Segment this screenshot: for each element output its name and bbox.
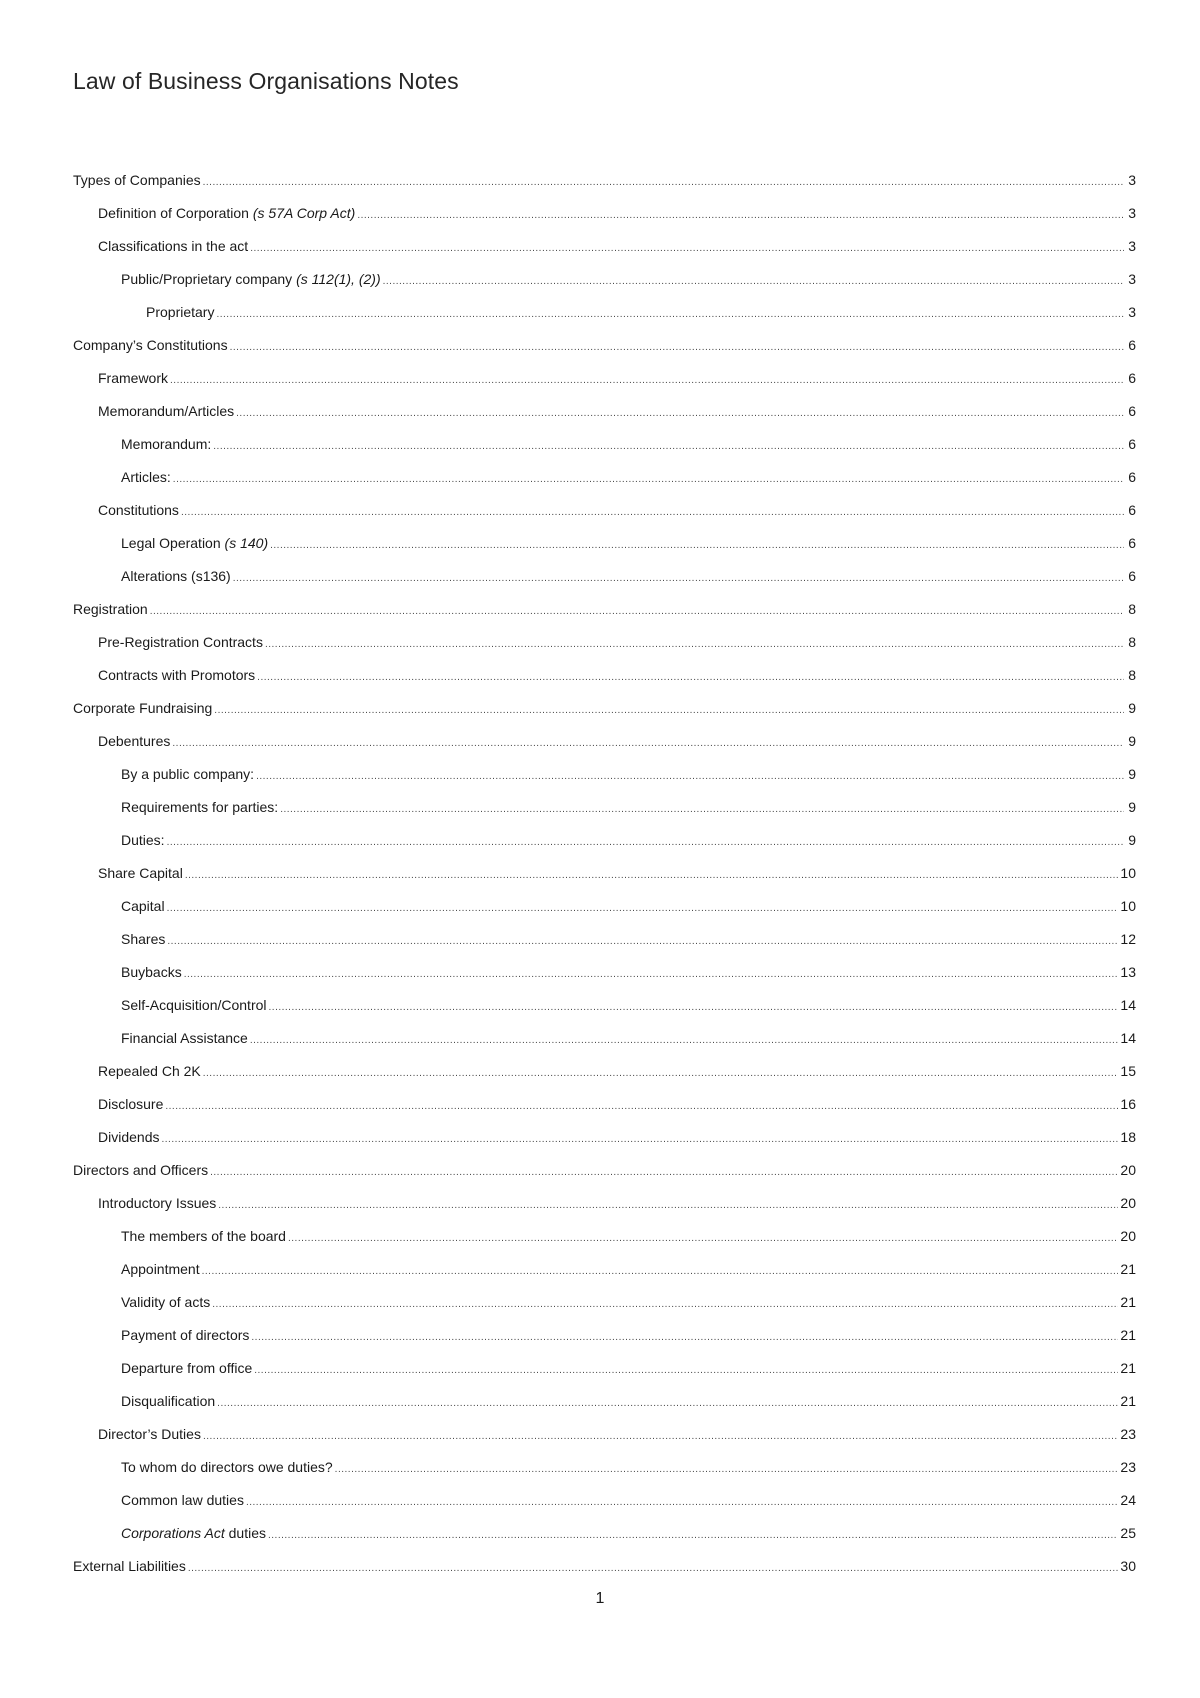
toc-page-number[interactable]: 9 [1128,733,1136,749]
toc-entry-title[interactable] [73,1558,186,1574]
toc-entry-title[interactable] [121,1360,252,1376]
toc-entry-title-text: Contracts with Promotors [98,667,256,683]
toc-entry-title[interactable] [121,766,254,782]
toc-entry-title[interactable] [98,733,170,749]
toc-page-number[interactable]: 25 [1120,1525,1136,1541]
toc-entry-title[interactable] [73,601,148,617]
toc-entry[interactable] [73,436,1136,469]
toc-dot-leader [213,441,1124,452]
toc-page-number[interactable]: 9 [1128,832,1136,848]
toc-entry-title-text: Framework [98,370,169,386]
toc-page-number[interactable]: 6 [1128,370,1136,386]
toc-entry-title[interactable] [121,1525,266,1541]
toc-dot-leader [230,342,1124,353]
toc-page-number[interactable]: 21 [1120,1360,1136,1376]
toc-entry-title-text: Validity of acts [121,1294,211,1310]
toc-dot-leader [257,672,1124,683]
toc-dot-leader [188,1563,1119,1574]
toc-dot-leader [212,1299,1118,1310]
toc-entry[interactable] [73,1426,1136,1459]
toc-entry-title[interactable] [73,337,228,353]
toc-page-number[interactable]: 14 [1120,997,1136,1013]
toc-dot-leader [173,474,1124,485]
toc-entry-title-text: duties [224,1525,266,1541]
toc-entry-title-text: Disclosure [98,1096,164,1112]
toc-entry-title-text: By a public company: [121,766,255,782]
toc-dot-leader [218,1200,1118,1211]
toc-entry-title[interactable] [121,1492,244,1508]
toc-entry-note: (s 140) [224,535,269,551]
toc-dot-leader [383,276,1124,287]
toc-entry-title[interactable] [98,1129,159,1145]
toc-entry[interactable] [73,1492,1136,1525]
toc-entry-title[interactable] [121,931,165,947]
toc-dot-leader [250,1035,1119,1046]
toc-entry[interactable] [73,1393,1136,1426]
toc-dot-leader [270,540,1124,551]
toc-page-number[interactable]: 21 [1120,1327,1136,1343]
toc-entry[interactable] [73,997,1136,1030]
toc-entry[interactable] [73,733,1136,766]
toc-entry-title-text: Classifications in the act [98,238,249,254]
toc-entry[interactable] [73,238,1136,271]
toc-entry-title[interactable] [121,535,268,551]
toc-entry[interactable] [73,271,1136,304]
toc-entry-title[interactable] [146,304,214,320]
table-of-contents [73,172,1136,1591]
toc-entry[interactable] [73,1162,1136,1195]
toc-dot-leader [210,1167,1118,1178]
toc-entry-title-text: Constitutions [98,502,179,518]
toc-entry-title[interactable] [73,1162,208,1178]
toc-entry[interactable] [73,172,1136,205]
toc-entry-title[interactable] [98,1063,201,1079]
toc-entry-title-text: External Liabilities [73,1558,186,1574]
toc-entry-title-italic: Corporations Act [121,1525,225,1541]
toc-entry-title[interactable] [121,832,165,848]
toc-page-number[interactable]: 6 [1128,469,1136,485]
toc-page-number[interactable]: 30 [1120,1558,1136,1574]
toc-entry-title-text: Corporate Fundraising [73,700,213,716]
toc-dot-leader [161,1134,1118,1145]
toc-page-number[interactable]: 9 [1128,799,1136,815]
toc-page-number[interactable]: 14 [1120,1030,1136,1046]
toc-dot-leader [214,705,1124,716]
toc-entry-title-text: Share Capital [98,865,183,881]
toc-page-number[interactable]: 3 [1128,205,1136,221]
toc-entry-title-text: Director’s Duties [98,1426,201,1442]
toc-dot-leader [202,1266,1119,1277]
toc-dot-leader [184,969,1119,980]
toc-dot-leader [167,903,1119,914]
toc-entry-title-text: Debentures [98,733,171,749]
toc-entry[interactable] [73,568,1136,601]
toc-entry[interactable] [73,667,1136,700]
toc-dot-leader [203,1068,1119,1079]
toc-entry-title[interactable] [121,1393,215,1409]
toc-entry[interactable] [73,865,1136,898]
toc-entry-title[interactable] [121,1261,200,1277]
toc-page-number[interactable]: 6 [1128,337,1136,353]
toc-page-number[interactable]: 3 [1128,172,1136,188]
toc-entry-note: (s 112(1), (2)) [296,271,381,287]
toc-entry[interactable] [73,502,1136,535]
toc-page-number[interactable]: 23 [1120,1426,1136,1442]
toc-entry-title[interactable] [98,1426,201,1442]
page-number: 1 [595,1590,605,1607]
toc-dot-leader [254,1365,1118,1376]
toc-dot-leader [150,606,1124,617]
toc-entry-title[interactable] [121,1030,248,1046]
toc-entry-title[interactable] [121,436,211,452]
toc-entry-title[interactable] [98,634,263,650]
toc-dot-leader [216,309,1124,320]
toc-page-number[interactable]: 6 [1128,403,1136,419]
toc-entry[interactable] [73,832,1136,865]
toc-entry-title-text: Common law duties [121,1492,244,1508]
toc-dot-leader [203,177,1124,188]
toc-page-number[interactable]: 21 [1120,1261,1136,1277]
toc-entry-title-text: Repealed Ch 2K [98,1063,201,1079]
toc-dot-leader [167,837,1124,848]
toc-entry-title[interactable] [121,469,171,485]
toc-page-number[interactable]: 21 [1120,1393,1136,1409]
toc-page-number[interactable]: 10 [1120,898,1136,914]
toc-entry-title[interactable] [98,403,234,419]
toc-entry-title-text: Pre-Registration Contracts [98,634,263,650]
toc-entry-title[interactable] [98,1195,216,1211]
toc-entry-title[interactable] [98,667,255,683]
toc-entry-title-text: Departure from office [121,1360,253,1376]
toc-entry-title[interactable] [121,1228,286,1244]
toc-entry-title-text: Shares [121,931,166,947]
toc-page-number[interactable]: 6 [1128,568,1136,584]
toc-page-number[interactable]: 9 [1128,766,1136,782]
toc-entry-title-text: Dividends [98,1129,160,1145]
toc-dot-leader [236,408,1124,419]
toc-entry-title-text: Articles: [121,469,171,485]
toc-page-number[interactable]: 9 [1128,700,1136,716]
toc-dot-leader [357,210,1124,221]
toc-entry[interactable] [73,898,1136,931]
toc-page-number[interactable]: 3 [1128,304,1136,320]
toc-entry-title-text: Requirements for parties: [121,799,279,815]
toc-entry-title[interactable] [98,238,248,254]
toc-entry-title[interactable] [73,172,201,188]
toc-page-number[interactable]: 6 [1128,436,1136,452]
toc-entry-title-text: Alterations (s136) [121,568,231,584]
toc-entry[interactable] [73,931,1136,964]
toc-entry[interactable] [73,1030,1136,1063]
toc-entry-title[interactable] [73,700,212,716]
toc-page-number[interactable]: 15 [1120,1063,1136,1079]
toc-entry[interactable] [73,1360,1136,1393]
toc-entry[interactable] [73,964,1136,997]
toc-page-number[interactable]: 8 [1128,634,1136,650]
toc-dot-leader [233,573,1124,584]
toc-entry-title-text: Public/Proprietary company [121,271,297,287]
toc-entry-title-text: Capital [121,898,165,914]
toc-entry-title[interactable] [98,1096,163,1112]
toc-dot-leader [256,771,1124,782]
toc-entry-title-text: Buybacks [121,964,182,980]
toc-dot-leader [265,639,1124,650]
toc-page-number[interactable]: 20 [1120,1162,1136,1178]
toc-dot-leader [185,870,1119,881]
toc-entry[interactable] [73,1525,1136,1558]
toc-dot-leader [170,375,1124,386]
toc-dot-leader [165,1101,1118,1112]
toc-entry-title-text: Financial Assistance [121,1030,248,1046]
toc-entry-title[interactable] [121,1294,210,1310]
toc-page-number[interactable]: 3 [1128,238,1136,254]
toc-dot-leader [181,507,1124,518]
toc-entry-title-text: Types of Companies [73,172,201,188]
toc-entry[interactable] [73,469,1136,502]
toc-entry[interactable] [73,304,1136,337]
toc-page-number[interactable]: 10 [1120,865,1136,881]
toc-entry[interactable] [73,1327,1136,1360]
toc-entry[interactable] [73,1228,1136,1261]
toc-page-number[interactable]: 23 [1120,1459,1136,1475]
toc-dot-leader [250,243,1124,254]
toc-page-number[interactable]: 3 [1128,271,1136,287]
toc-entry-title[interactable] [98,370,168,386]
document-title: Law of Business Organisations Notes [73,68,459,94]
toc-dot-leader [288,1233,1118,1244]
toc-page-number[interactable]: 18 [1120,1129,1136,1145]
toc-entry[interactable] [73,535,1136,568]
toc-entry[interactable] [73,1459,1136,1492]
toc-entry[interactable] [73,1129,1136,1162]
toc-entry-title[interactable] [121,568,231,584]
toc-dot-leader [172,738,1124,749]
toc-dot-leader [268,1530,1118,1541]
toc-entry-title[interactable] [121,799,278,815]
toc-page-number[interactable]: 16 [1120,1096,1136,1112]
toc-entry-title[interactable] [121,271,381,287]
toc-entry[interactable] [73,634,1136,667]
toc-page-number[interactable]: 24 [1120,1492,1136,1508]
toc-entry-title[interactable] [98,502,179,518]
toc-entry-title-text: Definition of Corporation [98,205,253,221]
toc-entry-title[interactable] [121,1459,333,1475]
toc-entry[interactable] [73,1261,1136,1294]
toc-page-number[interactable]: 13 [1120,964,1136,980]
toc-entry-note: (s 57A Corp Act) [252,205,356,221]
toc-entry-title-text: Duties: [121,832,165,848]
toc-entry[interactable] [73,766,1136,799]
toc-entry[interactable] [73,1195,1136,1228]
toc-entry[interactable] [73,700,1136,733]
toc-page-number[interactable]: 8 [1128,667,1136,683]
toc-entry[interactable] [73,337,1136,370]
toc-entry-title-text: Payment of directors [121,1327,250,1343]
toc-dot-leader [203,1431,1118,1442]
toc-dot-leader [269,1002,1119,1013]
toc-entry-title[interactable] [121,898,165,914]
toc-entry[interactable] [73,601,1136,634]
toc-entry-title-text: To whom do directors owe duties? [121,1459,333,1475]
toc-entry-title[interactable] [121,997,267,1013]
toc-dot-leader [251,1332,1118,1343]
toc-entry-title-text: Registration [73,601,148,617]
toc-dot-leader [280,804,1124,815]
toc-entry-title[interactable] [121,1327,249,1343]
toc-entry-title-text: Memorandum: [121,436,212,452]
toc-entry-title-text: Memorandum/Articles [98,403,235,419]
toc-page-number[interactable]: 21 [1120,1294,1136,1310]
toc-entry-title-text: Appointment [121,1261,200,1277]
toc-page-number[interactable]: 8 [1128,601,1136,617]
toc-entry-title-text: The members of the board [121,1228,286,1244]
toc-page-number[interactable]: 20 [1120,1195,1136,1211]
toc-entry[interactable] [73,799,1136,832]
toc-entry-title-text: Company’s Constitutions [73,337,228,353]
toc-entry[interactable] [73,370,1136,403]
toc-entry-title[interactable] [98,205,355,221]
toc-page-number[interactable]: 20 [1120,1228,1136,1244]
toc-entry-title-text: Disqualification [121,1393,216,1409]
toc-entry-title-text: Directors and Officers [73,1162,209,1178]
toc-dot-leader [167,936,1118,947]
toc-entry[interactable] [73,1063,1136,1096]
toc-entry-title-text: Self-Acquisition/Control [121,997,267,1013]
toc-entry[interactable] [73,205,1136,238]
toc-entry-title-text: Proprietary [146,304,215,320]
toc-page-number[interactable]: 6 [1128,502,1136,518]
toc-dot-leader [217,1398,1118,1409]
toc-page-number[interactable]: 12 [1120,931,1136,947]
toc-entry-title-text: Introductory Issues [98,1195,217,1211]
toc-entry-title[interactable] [98,865,183,881]
toc-page-number[interactable]: 6 [1128,535,1136,551]
toc-dot-leader [335,1464,1119,1475]
toc-entry[interactable] [73,1558,1136,1591]
toc-entry-title-text: Legal Operation [121,535,225,551]
toc-entry-title[interactable] [121,964,182,980]
toc-dot-leader [246,1497,1118,1508]
toc-entry[interactable] [73,1096,1136,1129]
toc-entry[interactable] [73,1294,1136,1327]
toc-entry[interactable] [73,403,1136,436]
